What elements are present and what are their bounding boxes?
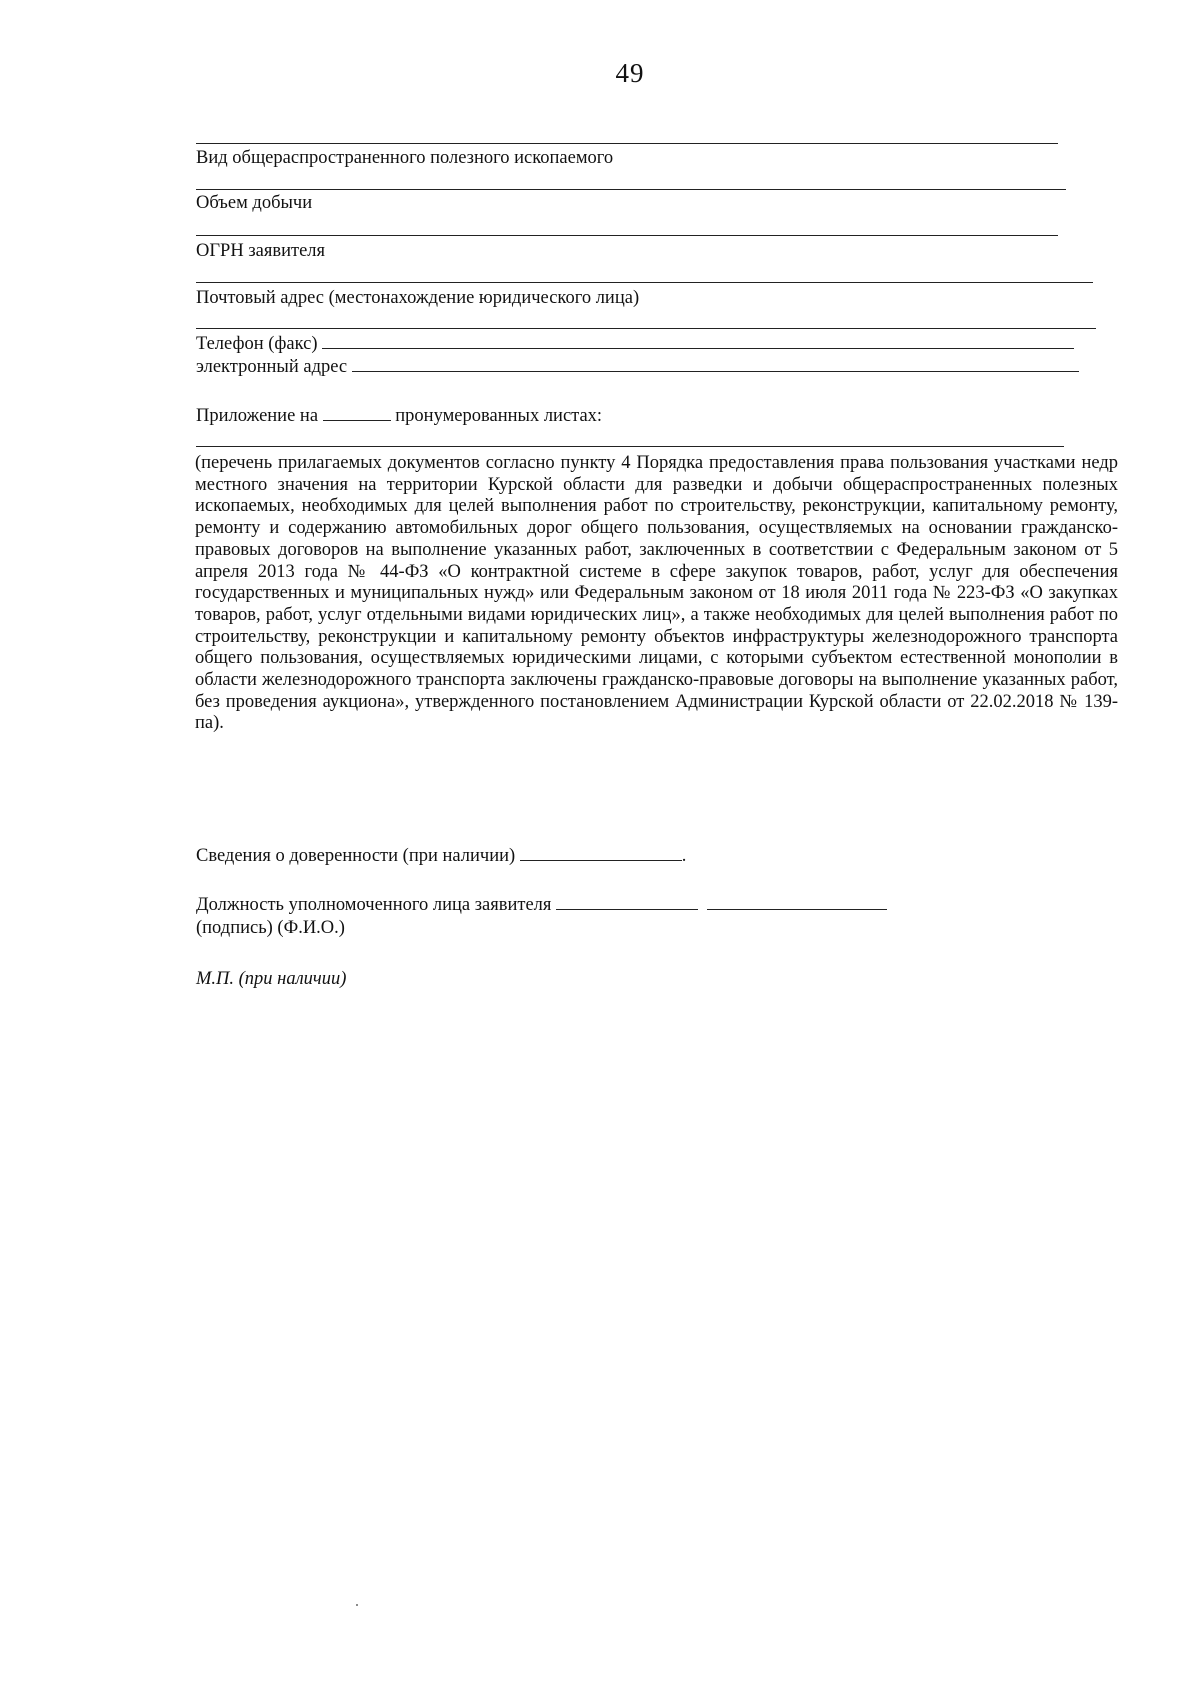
phone-row — [196, 334, 1074, 355]
extraction-volume-field-line[interactable] — [196, 189, 1066, 190]
extraction-volume-label: Объем добычи — [196, 193, 313, 213]
mineral-type-label: Вид общераспространенного полезного ископаемого — [196, 148, 614, 168]
attachment-pages-field[interactable] — [323, 406, 391, 421]
attachment-row — [196, 406, 602, 427]
document-list-paragraph — [195, 453, 1118, 735]
power-of-attorney-period: . — [681, 846, 687, 866]
email-field-line[interactable] — [352, 357, 1079, 372]
signatory-row — [196, 895, 887, 916]
power-of-attorney-row — [196, 846, 686, 867]
power-of-attorney-field[interactable] — [520, 846, 682, 861]
signatory-label: Должность уполномоченного лица заявителя — [196, 895, 552, 915]
ogrn-label: ОГРН заявителя — [196, 241, 326, 261]
phone-top-line[interactable] — [196, 328, 1096, 329]
attachment-prefix: Приложение на — [196, 406, 319, 426]
attachment-list-line[interactable] — [196, 446, 1064, 447]
ogrn-field-line[interactable] — [196, 235, 1058, 236]
page-number: 49 — [615, 58, 645, 88]
document-list-text: (перечень прилагаемых документов согласно пункту 4 Порядка предоставления права пользования участками недр местного значения на территории Курской области для разведки и добычи общераспространенных полезных ископаемых, необходимых для целей выполнения работ по строительству, реконструкции, капитальному ремонту, ремонту и содержанию автомобильных дорог общего пользования, осуществляемых на основании гражданско-правовых договоров на выполнение указанных работ, заключенных в соответствии с Федеральным законом от 5 апреля 2013 года № 44-ФЗ «О контрактной системе в сфере закупок товаров, работ, услуг для обеспечения государственных и муниципальных нужд» или Федеральным законом от 18 июля 2011 года № 223-ФЗ «О закупках товаров, работ, услуг отдельными видами юридических лиц», а также необходимых для целей выполнения работ по строительству, реконструкции и капитальному ремонту объектов инфраструктуры железнодорожного транспорта общего пользования, осуществляемых юридическими лицами, с которыми субъектом естественной монополии в области железнодорожного транспорта заключены гражданско-правовые договоры на выполнение указанных работ, без проведения аукциона», утвержденного постановлением Администрации Курской области от 22.02.2018 № 139-па). — [195, 453, 1118, 734]
email-row — [196, 357, 1079, 378]
power-of-attorney-label: Сведения о доверенности (при наличии) — [196, 846, 516, 866]
scan-speck — [356, 1604, 358, 1606]
postal-address-label: Почтовый адрес (местонахождение юридического лица) — [196, 288, 640, 308]
stamp-note: М.П. (при наличии) — [196, 969, 347, 989]
mineral-type-field-line[interactable] — [196, 143, 1058, 144]
postal-address-field-line[interactable] — [196, 282, 1093, 283]
attachment-suffix: пронумерованных листах: — [395, 406, 603, 426]
full-name-field[interactable] — [707, 895, 887, 910]
email-label: электронный адрес — [196, 357, 348, 377]
phone-label: Телефон (факс) — [196, 334, 318, 354]
phone-field-line[interactable] — [322, 334, 1074, 349]
signature-field[interactable] — [556, 895, 698, 910]
signatory-caption: (подпись) (Ф.И.О.) — [196, 918, 345, 938]
